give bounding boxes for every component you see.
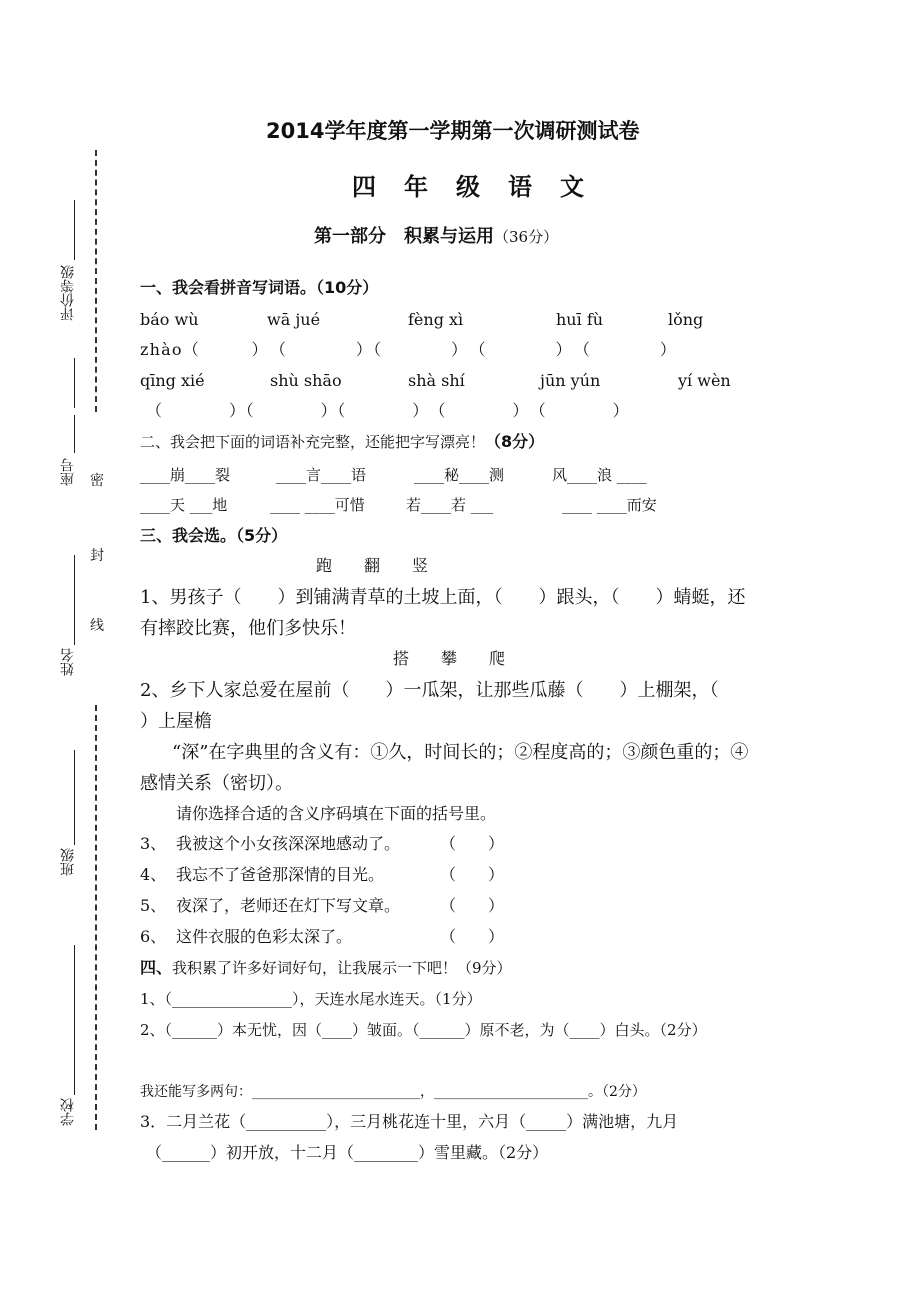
instruction: 请你选择合适的含义序码填在下面的括号里。 <box>176 804 497 823</box>
pinyin-1-5: lǒng <box>668 310 704 329</box>
seat-label: 座号 <box>60 458 76 486</box>
rating-label: 评价等级 <box>60 265 76 321</box>
item-6-no: 6、 <box>140 927 167 946</box>
idiom-2-4[interactable]: ____ ____而安 <box>562 496 657 514</box>
item-3-text: 我被这个小女孩深深地感动了。 <box>176 834 401 853</box>
pinyin-2-3: shà shí <box>408 371 465 390</box>
item-4-blank[interactable]: （ ） <box>440 865 505 884</box>
pinyin-2-5: yí wèn <box>678 371 731 390</box>
name-label: 姓名 <box>60 648 76 676</box>
part-score: （36分） <box>494 228 559 246</box>
s4-q1[interactable]: 1、（________________），天连水尾水连天。（1分） <box>140 990 482 1008</box>
school-blank-line <box>74 945 75 1095</box>
item-3-blank[interactable]: （ ） <box>440 834 505 853</box>
q2-line2: ）上屋檐 <box>140 711 212 732</box>
part-label: 第一部分 积累与运用 <box>314 226 494 247</box>
seal-char-mi: 密 <box>90 473 104 489</box>
q2-line1: 2、乡下人家总爱在屋前（ ）一瓜架，让那些瓜藤（ ）上棚架，（ <box>140 680 719 701</box>
section1-heading: 一、我会看拼音写词语。（10分） <box>140 278 379 297</box>
choices-1: 跑 翻 竖 <box>316 556 429 575</box>
s4-extra[interactable]: 我还能写多两句：________________________，______________________。（2分） <box>140 1084 646 1100</box>
binding-dashed-line-top <box>95 150 97 412</box>
pinyin-1-1: báo wù <box>140 310 199 329</box>
item-5-no: 5、 <box>140 896 167 915</box>
idiom-2-3[interactable]: 若____若 ___ <box>406 496 494 514</box>
binding-dashed-line-bottom <box>95 705 97 1130</box>
rating-blank-line-2 <box>74 358 75 408</box>
section4-heading <box>140 958 512 978</box>
seal-char-xian: 线 <box>90 618 104 634</box>
item-4-no: 4、 <box>140 865 167 884</box>
s4-q3-line1[interactable]: 3．二月兰花（__________），三月桃花连十里，六月（_____）满池塘，九月 <box>140 1112 679 1131</box>
item-5-text: 夜深了，老师还在灯下写文章。 <box>176 896 401 915</box>
section3-heading: 三、我会选。（5分） <box>140 526 288 545</box>
rating-blank-line <box>74 200 75 260</box>
idiom-1-2[interactable]: ____言____语 <box>276 466 367 484</box>
idiom-2-1[interactable]: ____天 ___地 <box>140 496 228 514</box>
section2-score: （8分） <box>485 432 545 451</box>
section2-heading-text: 二、我会把下面的词语补充完整，还能把字写漂亮！ <box>140 433 486 451</box>
school-label: 学校 <box>60 1098 76 1126</box>
item-6-blank[interactable]: （ ） <box>440 927 505 946</box>
part-heading <box>314 222 558 248</box>
blank-row-1[interactable]: zhào（ ） （ ）（ ） （ ） （ ） <box>140 340 678 359</box>
idiom-2-2[interactable]: ____ ____可惜 <box>270 496 365 514</box>
item-5-blank[interactable]: （ ） <box>440 896 505 915</box>
blank-row-2[interactable]: （ ）（ ）（ ） （ ） （ ） <box>146 401 630 420</box>
pinyin-2-4: jūn yún <box>540 371 601 390</box>
pinyin-1-3: fèng xì <box>408 310 464 329</box>
pinyin-1-4: huī fù <box>556 310 604 329</box>
idiom-1-4[interactable]: 风____浪 ____ <box>552 466 647 484</box>
q1-line1: 1、男孩子（ ）到铺满青草的土坡上面，（ ）跟头，（ ）蜻蜓，还 <box>140 587 746 608</box>
item-4-text: 我忘不了爸爸那深情的目光。 <box>176 865 385 884</box>
class-blank-line <box>74 750 75 845</box>
meaning-line2: 感情关系（密切）。 <box>140 773 293 794</box>
exam-title: 2014学年度第一学期第一次调研测试卷 <box>266 119 640 143</box>
section4-heading-text: 我积累了许多好词好句，让我展示一下吧！（9分） <box>172 959 512 977</box>
s4-q2[interactable]: 2、（______）本无忧，因（____）皱面。（______）原不老，为（____）白头。（2分） <box>140 1021 707 1039</box>
s4-q3-line2[interactable]: （______）初开放，十二月（________）雪里藏。（2分） <box>146 1143 549 1162</box>
seal-char-feng: 封 <box>90 548 104 564</box>
seat-blank-line <box>74 415 75 453</box>
pinyin-2-2: shù shāo <box>270 371 342 390</box>
exam-subtitle: 四年级语文 <box>352 173 612 201</box>
idiom-1-3[interactable]: ____秘____测 <box>414 466 505 484</box>
section2-heading <box>140 432 544 452</box>
name-blank-line <box>74 555 75 645</box>
idiom-1-1[interactable]: ____崩____裂 <box>140 466 231 484</box>
pinyin-2-1: qīng xié <box>140 371 205 390</box>
meaning-line1: “深”在字典里的含义有：①久，时间长的；②程度高的；③颜色重的；④ <box>172 742 749 763</box>
pinyin-1-2: wā jué <box>267 310 321 329</box>
item-3-no: 3、 <box>140 834 167 853</box>
choices-2: 搭 攀 爬 <box>393 649 506 668</box>
item-6-text: 这件衣服的色彩太深了。 <box>176 927 353 946</box>
class-label: 班级 <box>60 848 76 876</box>
q1-line2: 有摔跤比赛，他们多快乐！ <box>140 618 356 639</box>
section4-heading-number: 四、 <box>140 958 173 977</box>
